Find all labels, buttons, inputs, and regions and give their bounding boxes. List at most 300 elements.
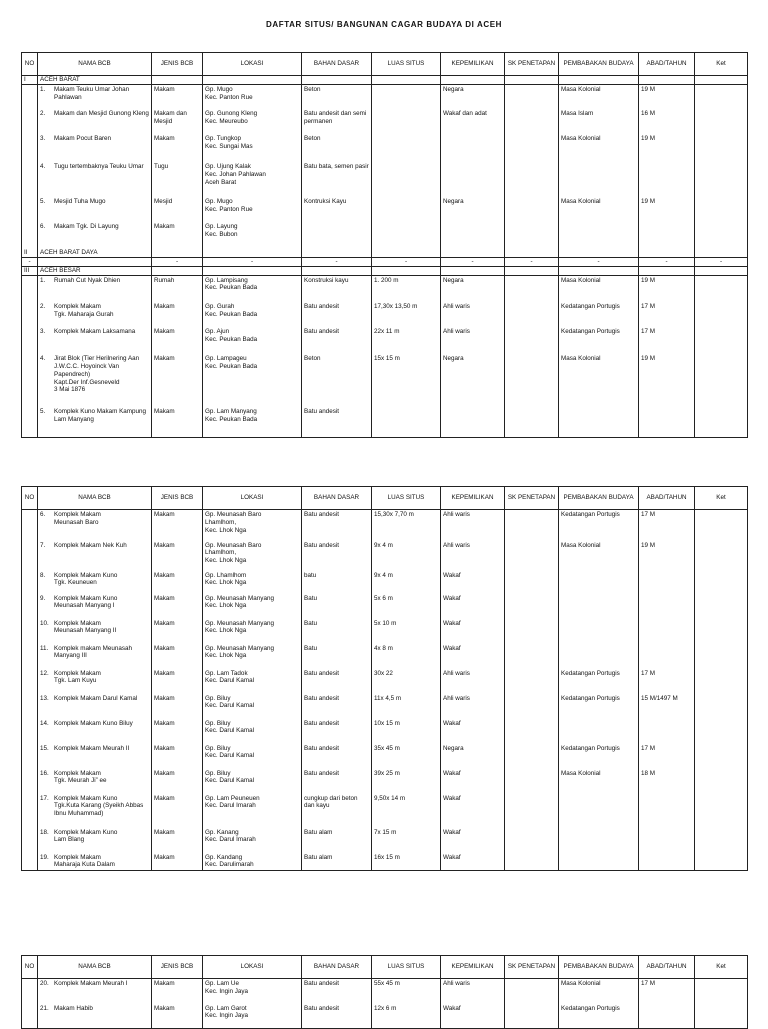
empty-cell <box>203 266 302 275</box>
no-cell <box>22 327 38 354</box>
table-row <box>22 744 748 769</box>
area-cell: 15x 15 m <box>372 354 441 407</box>
empty-cell <box>152 76 203 85</box>
material-cell: Batu andesit <box>302 302 372 327</box>
material-cell: cungkup dari beton dan kayu <box>302 794 372 828</box>
column-header: JENIS BCB <box>152 487 203 510</box>
no-cell <box>22 109 38 134</box>
location-cell: Gp. Ajun Kec. Peukan Bada <box>203 327 302 354</box>
century-cell <box>639 222 695 249</box>
century-cell: 19 M <box>639 134 695 162</box>
item-name: Komplek Kuno Makam Kampung Lam Manyang <box>54 408 147 423</box>
century-cell: 19 M <box>639 84 695 109</box>
table-row <box>22 571 748 594</box>
note-cell <box>695 109 748 134</box>
column-header: JENIS BCB <box>152 53 203 76</box>
item-name: Komplek Makam Darul Kamal <box>54 694 138 702</box>
section-name: ACEH BARAT DAYA <box>38 249 152 257</box>
table-row <box>22 594 748 619</box>
location-cell: Gp. Meunasah Manyang Kec. Lhok Nga <box>203 594 302 619</box>
note-cell <box>695 510 748 541</box>
item-name: Mesjid Tuha Mugo <box>54 198 106 206</box>
name-cell <box>38 510 152 541</box>
note-cell <box>695 644 748 669</box>
note-cell: - <box>695 258 748 267</box>
material-cell: Batu <box>302 619 372 644</box>
area-cell: 30x 22 <box>372 669 441 694</box>
table-row <box>22 222 748 249</box>
empty-cell <box>695 266 748 275</box>
note-cell <box>695 719 748 744</box>
ownership-cell: Wakaf <box>441 719 505 744</box>
name-cell <box>38 84 152 109</box>
century-cell: 17 M <box>639 669 695 694</box>
no-cell <box>22 594 38 619</box>
empty-cell <box>441 249 505 257</box>
name-cell <box>38 828 152 853</box>
column-header: LOKASI <box>203 956 302 979</box>
century-cell <box>639 794 695 828</box>
empty-cell <box>639 76 695 85</box>
ownership-cell: Wakaf <box>441 571 505 594</box>
no-cell <box>22 769 38 794</box>
material-cell: Batu andesit <box>302 669 372 694</box>
empty-cell <box>372 76 441 85</box>
period-cell: Masa Kolonial <box>559 769 639 794</box>
area-cell: 4x 8 m <box>372 644 441 669</box>
type-cell: Makam <box>152 1004 203 1029</box>
name-cell <box>38 197 152 222</box>
area-cell: 9x 4 m <box>372 541 441 571</box>
area-cell: 1. 200 m <box>372 275 441 302</box>
material-cell: Batu andesit <box>302 719 372 744</box>
ownership-cell: Wakaf <box>441 644 505 669</box>
column-header: KEPEMILIKAN <box>441 53 505 76</box>
no-cell <box>22 571 38 594</box>
name-cell <box>38 744 152 769</box>
note-cell <box>695 1004 748 1029</box>
area-cell <box>372 109 441 134</box>
area-cell: 55x 45 m <box>372 979 441 1004</box>
period-cell <box>559 853 639 871</box>
no-cell <box>22 744 38 769</box>
ownership-cell: Ahli waris <box>441 541 505 571</box>
item-name: Rumah Cut Nyak Dhien <box>54 276 121 284</box>
period-cell: Masa Kolonial <box>559 541 639 571</box>
area-cell: 22x 11 m <box>372 327 441 354</box>
item-name: Komplek Makam Meurah II <box>54 744 130 752</box>
note-cell <box>695 769 748 794</box>
no-cell <box>22 275 38 302</box>
ownership-cell: Wakaf <box>441 853 505 871</box>
area-cell: 12x 6 m <box>372 1004 441 1029</box>
material-cell: Batu andesit <box>302 979 372 1004</box>
decree-cell <box>505 719 559 744</box>
no-cell <box>22 302 38 327</box>
column-header: NAMA BCB <box>38 956 152 979</box>
table-row <box>22 109 748 134</box>
century-cell <box>639 594 695 619</box>
period-cell: Masa Kolonial <box>559 354 639 407</box>
type-cell: Makam <box>152 354 203 407</box>
material-cell: Batu andesit <box>302 327 372 354</box>
note-cell <box>695 197 748 222</box>
no-cell <box>22 828 38 853</box>
location-cell: Gp. Lam Ue Kec. Ingin Jaya <box>203 979 302 1004</box>
no-cell <box>22 354 38 407</box>
table-row <box>22 258 748 267</box>
type-cell: Makam <box>152 222 203 249</box>
material-cell: Batu andesit <box>302 407 372 437</box>
item-name: Makam Habib <box>54 1004 93 1012</box>
decree-cell <box>505 669 559 694</box>
century-cell: 19 M <box>639 541 695 571</box>
type-cell: Mesjid <box>152 197 203 222</box>
location-cell: Gp. Lam Peuneuen Kec. Darul Imarah <box>203 794 302 828</box>
empty-cell <box>559 249 639 257</box>
location-cell: Gp. Meunasah Manyang Kec. Lhok Nga <box>203 644 302 669</box>
table-row <box>22 828 748 853</box>
table-row <box>22 510 748 541</box>
table-row <box>22 275 748 302</box>
note-cell <box>695 222 748 249</box>
type-cell: - <box>152 258 203 267</box>
empty-cell <box>302 249 372 257</box>
table-row <box>22 541 748 571</box>
century-cell <box>639 828 695 853</box>
empty-cell <box>441 76 505 85</box>
empty-cell <box>152 266 203 275</box>
note-cell <box>695 84 748 109</box>
item-number: 5. <box>40 408 46 416</box>
name-cell <box>38 571 152 594</box>
heritage-table-1 <box>21 52 748 438</box>
note-cell <box>695 744 748 769</box>
century-cell: 19 M <box>639 354 695 407</box>
area-cell <box>372 134 441 162</box>
material-cell: Batu alam <box>302 828 372 853</box>
column-header: BAHAN DASAR <box>302 53 372 76</box>
empty-cell <box>505 249 559 257</box>
location-cell: - <box>203 258 302 267</box>
period-cell: - <box>559 258 639 267</box>
column-header: NO <box>22 53 38 76</box>
no-cell <box>22 694 38 719</box>
century-cell <box>639 1004 695 1029</box>
type-cell: Makam <box>152 84 203 109</box>
name-cell <box>38 769 152 794</box>
area-cell: 15,30x 7,70 m <box>372 510 441 541</box>
name-cell <box>38 719 152 744</box>
section-number: III <box>22 266 38 275</box>
name-cell <box>38 694 152 719</box>
empty-cell <box>639 266 695 275</box>
note-cell <box>695 354 748 407</box>
area-cell: 17,30x 13,50 m <box>372 302 441 327</box>
period-cell: Masa Kolonial <box>559 275 639 302</box>
empty-cell <box>372 266 441 275</box>
ownership-cell: Ahli waris <box>441 694 505 719</box>
location-cell: Gp. Lam Manyang Kec. Peukan Bada <box>203 407 302 437</box>
type-cell: Makam <box>152 769 203 794</box>
note-cell <box>695 275 748 302</box>
item-number: 10. <box>40 619 49 627</box>
decree-cell <box>505 134 559 162</box>
no-cell <box>22 222 38 249</box>
item-name: Komplek Makam Meunasah Manyang II <box>54 619 117 635</box>
type-cell: Makam <box>152 828 203 853</box>
ownership-cell <box>441 134 505 162</box>
column-header: SK PENETAPAN <box>505 53 559 76</box>
area-cell: 35x 45 m <box>372 744 441 769</box>
type-cell: Makam <box>152 407 203 437</box>
empty-cell <box>152 249 203 257</box>
ownership-cell: Negara <box>441 275 505 302</box>
item-number: 1. <box>40 85 46 93</box>
type-cell: Makam <box>152 594 203 619</box>
section-row <box>22 76 748 85</box>
item-number: 7. <box>40 541 46 549</box>
type-cell: Makam <box>152 302 203 327</box>
table-row <box>22 794 748 828</box>
table-row <box>22 979 748 1004</box>
area-cell: 16x 15 m <box>372 853 441 871</box>
area-cell: 9x 4 m <box>372 571 441 594</box>
note-cell <box>695 619 748 644</box>
period-cell: Masa Kolonial <box>559 197 639 222</box>
type-cell: Rumah <box>152 275 203 302</box>
type-cell: Makam <box>152 853 203 871</box>
note-cell <box>695 302 748 327</box>
century-cell: 17 M <box>639 302 695 327</box>
type-cell: Makam <box>152 644 203 669</box>
name-cell <box>38 1004 152 1029</box>
table-row <box>22 769 748 794</box>
area-cell <box>372 407 441 437</box>
area-cell: 10x 15 m <box>372 719 441 744</box>
name-cell <box>38 594 152 619</box>
section-row <box>22 266 748 275</box>
name-cell <box>38 541 152 571</box>
no-cell <box>22 84 38 109</box>
material-cell: Konstruksi kayu <box>302 275 372 302</box>
period-cell: Kedatangan Portugis <box>559 1004 639 1029</box>
area-cell: 5x 10 m <box>372 619 441 644</box>
no-cell <box>22 197 38 222</box>
type-cell: Makam <box>152 744 203 769</box>
item-number: 13. <box>40 694 49 702</box>
location-cell: Gp. Lampisang Kec. Peukan Bada <box>203 275 302 302</box>
column-header: KEPEMILIKAN <box>441 956 505 979</box>
item-number: 4. <box>40 163 46 171</box>
period-cell: Masa Islam <box>559 109 639 134</box>
location-cell: Gp. Lam Tadok Kec. Darul Kamal <box>203 669 302 694</box>
period-cell: Kedatangan Portugis <box>559 669 639 694</box>
ownership-cell: - <box>441 258 505 267</box>
no-cell <box>22 1004 38 1029</box>
ownership-cell: Wakaf <box>441 1004 505 1029</box>
table-row <box>22 407 748 437</box>
material-cell: - <box>302 258 372 267</box>
item-name: Makam Teuku Umar Johan Pahlawan <box>54 85 130 101</box>
century-cell: 18 M <box>639 769 695 794</box>
column-header: NO <box>22 487 38 510</box>
decree-cell <box>505 979 559 1004</box>
column-header: KEPEMILIKAN <box>441 487 505 510</box>
ownership-cell: Ahli waris <box>441 327 505 354</box>
column-header: PEMBABAKAN BUDAYA <box>559 53 639 76</box>
empty-cell <box>639 249 695 257</box>
material-cell: Batu andesit <box>302 744 372 769</box>
item-number: 14. <box>40 719 49 727</box>
decree-cell <box>505 510 559 541</box>
century-cell: 16 M <box>639 109 695 134</box>
period-cell: Kedatangan Portugis <box>559 744 639 769</box>
decree-cell <box>505 571 559 594</box>
decree-cell <box>505 594 559 619</box>
location-cell: Gp. Lhamlhom Kec. Lhok Nga <box>203 571 302 594</box>
note-cell <box>695 828 748 853</box>
period-cell <box>559 644 639 669</box>
column-header: LOKASI <box>203 53 302 76</box>
period-cell: Kedatangan Portugis <box>559 510 639 541</box>
item-number: 9. <box>40 594 46 602</box>
name-cell <box>38 109 152 134</box>
item-name: Jirat Blok (Tier Herilnering Aan J.W.C.C. Hoyoinck Van Papendrech) Kapt.Der Inf.Gesneveld 3 Mai 1876 <box>54 355 140 394</box>
empty-cell <box>559 266 639 275</box>
century-cell <box>639 162 695 197</box>
ownership-cell: Ahli waris <box>441 979 505 1004</box>
century-cell <box>639 407 695 437</box>
item-name: Komplek Makam Tgk. Maharaja Gurah <box>54 303 114 318</box>
item-name: Komplek Makam Tgk. Lam Kuyu <box>54 669 101 685</box>
item-name: Komplek Makam Kuno Tgk.Kuta Karang (Syeikh Abbas Ibnu Muhammad) <box>54 794 144 818</box>
section-number: I <box>22 76 38 85</box>
ownership-cell: Ahli waris <box>441 669 505 694</box>
item-name: Komplek Makam Tgk. Meurah Ji” ee <box>54 769 107 785</box>
period-cell: Kedatangan Portugis <box>559 327 639 354</box>
material-cell: Beton <box>302 84 372 109</box>
item-name: Makam Tgk. Di Layung <box>54 223 119 231</box>
item-name: Komplek Makam Laksamana <box>54 328 136 336</box>
note-cell <box>695 979 748 1004</box>
ownership-cell: Wakaf dan adat <box>441 109 505 134</box>
header-row <box>22 487 748 510</box>
document-title: DAFTAR SITUS/ BANGUNAN CAGAR BUDAYA DI ACEH <box>265 20 503 29</box>
ownership-cell: Negara <box>441 197 505 222</box>
century-cell <box>639 719 695 744</box>
material-cell: Batu <box>302 644 372 669</box>
period-cell <box>559 594 639 619</box>
location-cell: Gp. Lam Garot Kec. Ingin Jaya <box>203 1004 302 1029</box>
type-cell: Makam <box>152 327 203 354</box>
decree-cell: - <box>505 258 559 267</box>
table-row <box>22 197 748 222</box>
name-cell <box>38 794 152 828</box>
column-header: SK PENETAPAN <box>505 956 559 979</box>
heritage-table-2 <box>21 486 748 871</box>
item-number: 11. <box>40 644 49 652</box>
name-cell <box>38 222 152 249</box>
column-header: NAMA BCB <box>38 53 152 76</box>
type-cell: Makam dan Mesjid <box>152 109 203 134</box>
no-cell <box>22 979 38 1004</box>
column-header: Ket <box>695 53 748 76</box>
note-cell <box>695 669 748 694</box>
area-cell: 39x 25 m <box>372 769 441 794</box>
name-cell <box>38 619 152 644</box>
material-cell: Batu andesit <box>302 541 372 571</box>
decree-cell <box>505 275 559 302</box>
type-cell: Makam <box>152 510 203 541</box>
decree-cell <box>505 541 559 571</box>
item-number: 16. <box>40 769 49 777</box>
table-row <box>22 162 748 197</box>
table-row <box>22 134 748 162</box>
material-cell: Batu bata, semen pasir <box>302 162 372 197</box>
name-cell <box>38 134 152 162</box>
name-cell <box>38 258 152 267</box>
type-cell: Makam <box>152 694 203 719</box>
material-cell: Batu <box>302 594 372 619</box>
section-name: ACEH BARAT <box>38 76 152 85</box>
type-cell: Makam <box>152 134 203 162</box>
item-number: 17. <box>40 794 49 802</box>
period-cell <box>559 571 639 594</box>
no-cell <box>22 510 38 541</box>
empty-cell <box>203 76 302 85</box>
item-name: Komplek makam Meunasah Manyang III <box>54 644 133 660</box>
empty-cell <box>505 266 559 275</box>
location-cell: Gp. Biluy Kec. Darul Kamal <box>203 744 302 769</box>
item-number: 12. <box>40 669 49 677</box>
area-cell <box>372 84 441 109</box>
no-cell <box>22 407 38 437</box>
no-cell <box>22 794 38 828</box>
ownership-cell: Negara <box>441 354 505 407</box>
column-header: LUAS SITUS <box>372 956 441 979</box>
century-cell: 19 M <box>639 275 695 302</box>
item-name: Komplek Makam Maharaja Kuta Dalam <box>54 853 115 869</box>
type-cell: Makam <box>152 619 203 644</box>
material-cell: Batu andesit dan semi permanen <box>302 109 372 134</box>
location-cell: Gp. Tungkop Kec. Sungai Mas <box>203 134 302 162</box>
section-number: II <box>22 249 38 257</box>
item-number: 3. <box>40 328 46 336</box>
location-cell: Gp. Gurah Kec. Peukan Bada <box>203 302 302 327</box>
column-header: ABAD/TAHUN <box>639 53 695 76</box>
century-cell: 17 M <box>639 510 695 541</box>
period-cell <box>559 407 639 437</box>
column-header: SK PENETAPAN <box>505 487 559 510</box>
name-cell <box>38 162 152 197</box>
period-cell <box>559 719 639 744</box>
decree-cell <box>505 407 559 437</box>
period-cell <box>559 794 639 828</box>
location-cell: Gp. Biluy Kec. Darul Kamal <box>203 719 302 744</box>
decree-cell <box>505 1004 559 1029</box>
ownership-cell <box>441 407 505 437</box>
empty-cell <box>695 249 748 257</box>
empty-cell <box>559 76 639 85</box>
item-number: 8. <box>40 571 46 579</box>
name-cell <box>38 979 152 1004</box>
note-cell <box>695 407 748 437</box>
item-number: 1. <box>40 276 46 284</box>
decree-cell <box>505 644 559 669</box>
decree-cell <box>505 828 559 853</box>
decree-cell <box>505 222 559 249</box>
